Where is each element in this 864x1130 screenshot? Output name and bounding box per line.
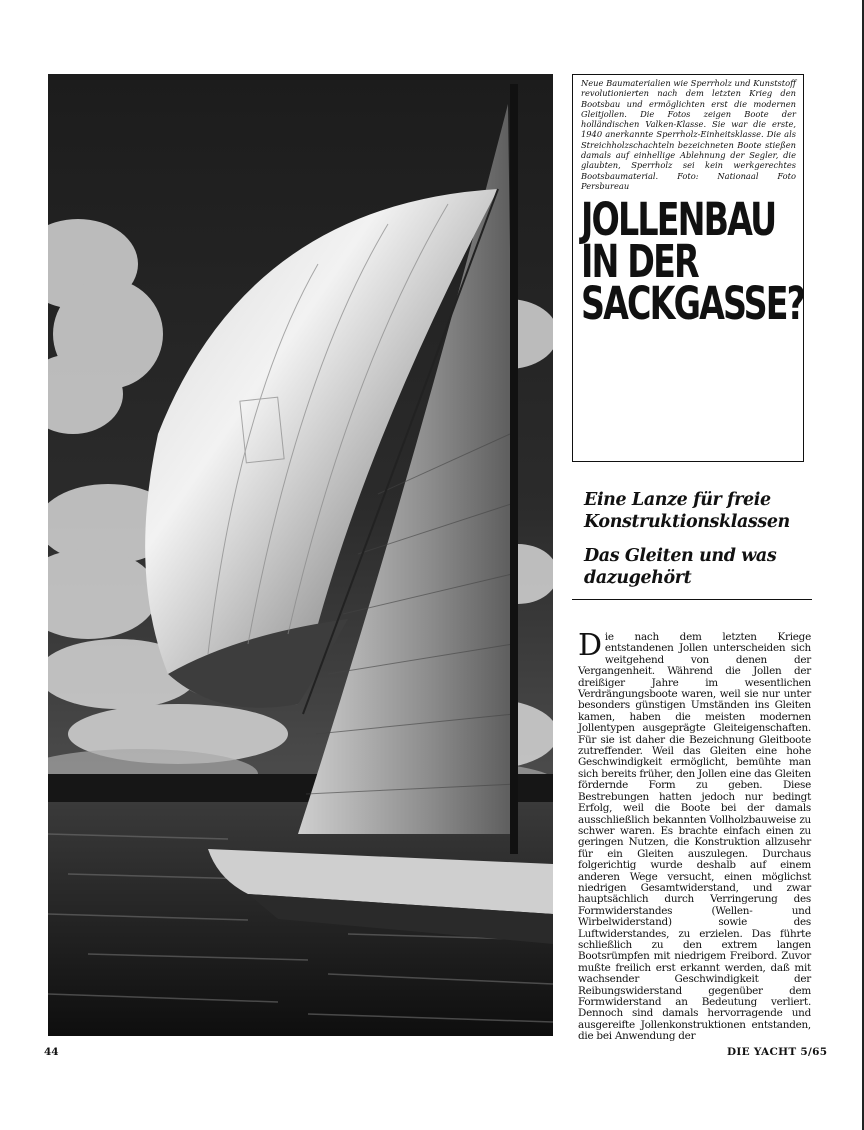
subtitle-line: Das Gleiten und was: [584, 546, 777, 566]
article-text: ie nach dem letzten Kriege entstandenen Jollen unterscheiden sich weitgehend von denen der Vergangenheit. Während die Jollen der dreißiger Jahre im wesentlichen Verdrängungsboote waren, weil sie nur unter besonders günstigen Umständen ins Gleiten kamen, haben die meisten modernen Jollentypen ausgeprägte Gleiteigenschaften. Für sie ist daher die Bezeichnung Gleitboote zutreffender. Weil das Gleiten eine hohe Geschwindigkeit ermöglicht, bemühte man sich bereits früher, den Jollen eine das Gleiten fördernde Form zu geben. Diese Bestrebungen hatten jedoch nur bedingt Erfolg, weil die Boote bei der damals ausschließlich bekannten Vollholzbauweise zu schwer waren. Es brachte einfach einen zu geringen Nutzen, die Konstruktion allzusehr für ein Gleiten auszulegen. Durchaus folgerichtig wurde deshalb auf einem anderen Wege versucht, einen möglichst niedrigen Gesamtwiderstand, und zwar hauptsächlich durch Verringerung des Formwiderstandes (Wellen- und Wirbelwiderstand) sowie des Luftwiderstandes, zu erzielen. Das führte schließlich zu den extrem langen Bootsrümpfen mit niedrigem Freibord. Zuvor mußte freilich erst erkannt werden, daß mit wachsender Geschwindigkeit der Reibungswiderstand gegenüber dem Formwiderstand an Bedeutung verliert. Dennoch sind damals hervorragende und ausgereifte Jollenkonstruktionen entstanden, die bei Anwendung der: [578, 631, 811, 1043]
sailboat-photo: [48, 74, 553, 1036]
headline-line: IN DER: [581, 235, 698, 289]
section-divider: [572, 599, 812, 600]
drop-cap: D: [578, 628, 602, 663]
article-body: [578, 628, 811, 1043]
headline-line: JOLLENBAU: [581, 193, 776, 247]
subtitle-lanze: [584, 489, 824, 533]
headline: [581, 193, 805, 331]
publication-issue: DIE YACHT 5/65: [727, 1046, 828, 1058]
photo-caption: Neue Baumaterialien wie Sperrholz und Kunststoff revolutionierten nach dem letzten Krieg den Bootsbau und ermöglichten erst die modernen Gleitjollen. Die Fotos zeigen Boote der holländischen Valken-Klasse. Sie war die erste, 1940 anerkannte Sperrholz-Einheitsklasse. Die als Streichholzschachteln bezeichneten Boote stießen damals auf einhellige Ablehnung der Segler, die glaubten, Sperrholz sei kein werkgerechtes Bootsbaumaterial. Foto: Nationaal Foto Persbureau: [581, 78, 796, 191]
subtitle-gleiten: [584, 545, 824, 589]
subtitle-line: dazugehört: [584, 568, 692, 588]
headline-line: SACKGASSE?: [581, 277, 805, 331]
subtitle-line: Eine Lanze für freie: [584, 490, 771, 510]
subtitle-line: Konstruktionsklassen: [584, 512, 790, 532]
sailboat-illustration: [48, 74, 553, 1036]
caption-title-box: [572, 74, 804, 462]
page-number: 44: [44, 1046, 59, 1058]
